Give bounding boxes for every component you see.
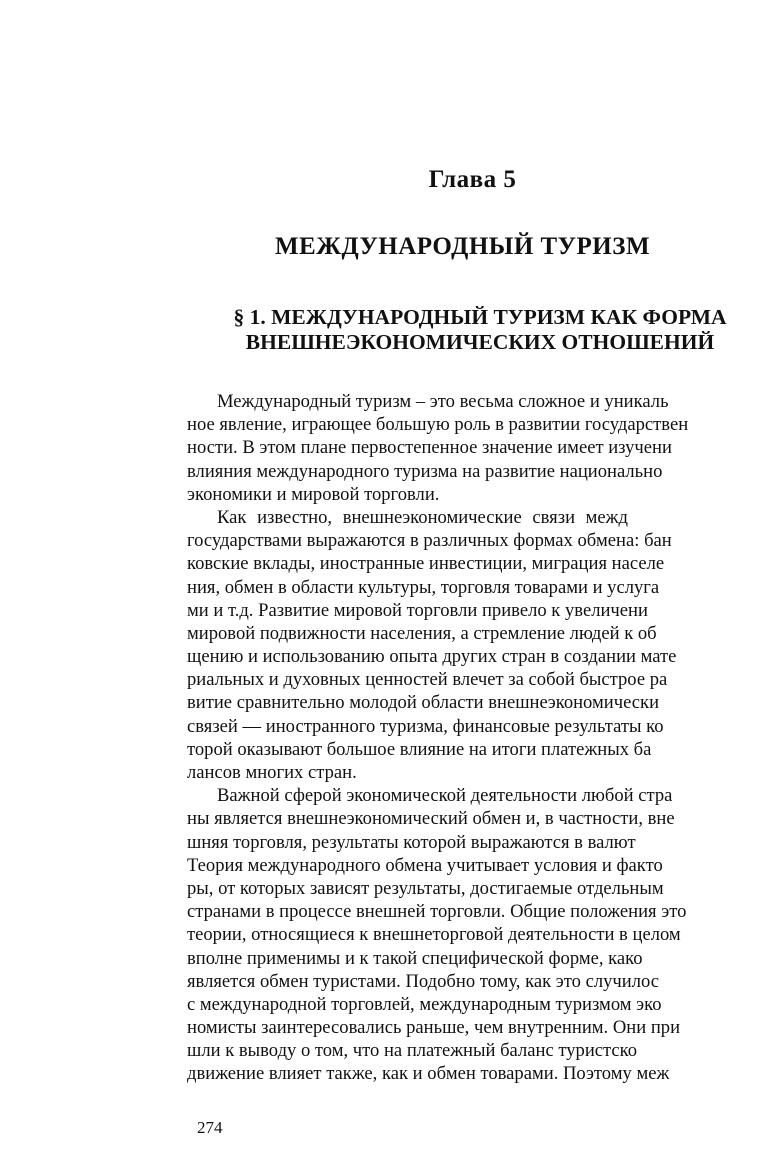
text-line: мировой подвижности населения, а стремление людей к об xyxy=(187,622,657,644)
text-line: государствами выражаются в различных формах обмена: бан xyxy=(187,530,672,552)
text-line: ное явление, играющее большую роль в развитии государствен xyxy=(187,414,689,436)
page-number: 274 xyxy=(197,1118,223,1137)
text-line: ковские вклады, иностранные инвестиции, миграция населе xyxy=(187,553,665,575)
text-line: является обмен туристами. Подобно тому, как это случилос xyxy=(187,970,660,992)
text-line: Как известно, внешнеэкономические связи межд xyxy=(217,506,628,528)
body-text xyxy=(187,390,765,1086)
text-line: ности. В этом плане первостепенное значение имеет изучени xyxy=(187,437,672,459)
chapter-heading: Глава 5 xyxy=(428,166,517,193)
text-line: витие сравнительно молодой области внешнеэкономически xyxy=(187,692,660,714)
text-line: странами в процессе внешней торговли. Общие положения это xyxy=(187,901,687,923)
text-line: ры, от которых зависят результаты, достигаемые отдельным xyxy=(187,877,664,899)
section-title-line-1: § 1. МЕЖДУНАРОДНЫЙ ТУРИЗМ КАК ФОРМА xyxy=(233,305,727,329)
text-line: влияния международного туризма на развитие национально xyxy=(187,460,663,482)
section-title xyxy=(200,305,760,355)
text-line: шняя торговля, результаты которой выражаются в валют xyxy=(187,831,636,853)
section-title-line-2: ВНЕШНЕЭКОНОМИЧЕСКИХ ОТНОШЕНИЙ xyxy=(245,330,715,354)
text-line: шли к выводу о том, что на платежный баланс туристско xyxy=(187,1040,638,1062)
text-line: номисты заинтересовались раньше, чем внутренним. Они при xyxy=(187,1017,681,1039)
text-line: вполне применимы и к такой специфической форме, како xyxy=(187,947,643,969)
text-line: лансов многих стран. xyxy=(187,762,357,783)
text-line: ми и т.д. Развитие мировой торговли привело к увеличени xyxy=(187,599,648,621)
text-line: щению и использованию опыта других стран в создании мате xyxy=(187,646,677,668)
text-line: риальных и духовных ценностей влечет за собой быстрое ра xyxy=(187,669,668,691)
text-line: Теория международного обмена учитывает условия и факто xyxy=(187,854,663,876)
text-line: ны является внешнеэкономический обмен и, в частности, вне xyxy=(187,808,675,830)
text-line: Международный туризм – это весьма сложное и уникаль xyxy=(217,391,669,412)
text-line: экономики и мировой торговли. xyxy=(187,483,440,505)
chapter-title: МЕЖДУНАРОДНЫЙ ТУРИЗМ xyxy=(274,233,651,260)
text-line: ния, обмен в области культуры, торговля товарами и услуга xyxy=(187,576,660,598)
text-line: движение влияет также, как и обмен товарами. Поэтому меж xyxy=(187,1063,670,1085)
text-line: с международной торговлей, международным туризмом эко xyxy=(187,993,662,1015)
text-line: связей — иностранного туризма, финансовые результаты ко xyxy=(187,715,664,737)
text-line: теории, относящиеся к внешнеторговой деятельности в целом xyxy=(187,924,681,946)
text-line: Важной сферой экономической деятельности любой стра xyxy=(217,785,673,807)
text-line: торой оказывают большое влияние на итоги платежных ба xyxy=(187,738,652,760)
